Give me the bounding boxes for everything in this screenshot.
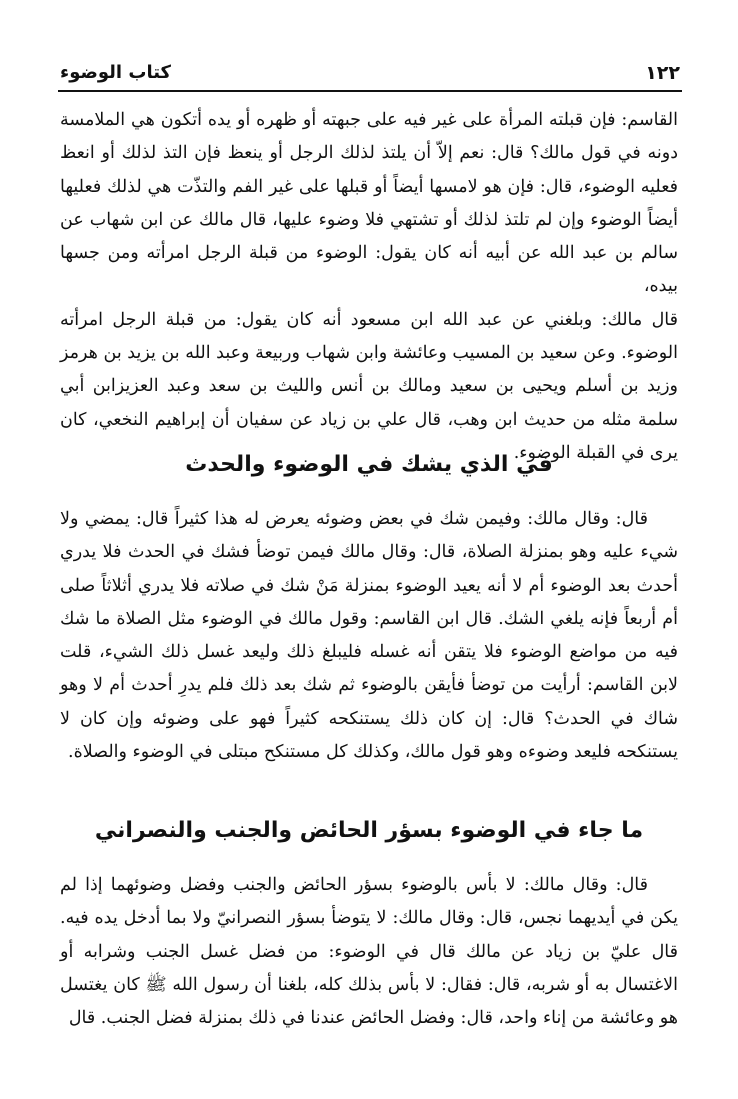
- section-heading: ما جاء في الوضوء بسؤر الحائض والجنب والنصراني: [94, 818, 644, 843]
- section-2-text: [60, 503, 678, 769]
- section-1-text: [60, 104, 678, 470]
- paragraph: قال مالك: وبلغني عن عبد الله ابن مسعود أنه كان يقول: من قبلة الرجل امرأته الوضوء. وعن سعيد بن المسيب وعائشة وابن شهاب وربيعة وعبد الله بن يزيد بن هرمز وزيد بن أسلم ويحيى بن سعيد ومالك بن أنس والليث بن سعد وعبد العزيزابن أبي سلمة مثله من حديث ابن وهب، قال علي بن زياد عن سفيان أن إبراهيم النخعي، كان يرى في القبلة الوضوء.: [60, 309, 678, 463]
- book-title: كتاب الوضوء: [60, 62, 172, 83]
- paragraph: قال: وقال مالك: لا بأس بالوضوء بسؤر الحائض والجنب وفضل وضوئهما إذا لم يكن في أيديهما نجس، قال: وقال مالك: لا يتوضأ بسؤر النصرانيّ ولا بما أدخل يده فيه. قال عليّ بن زياد عن مالك قال في الوضوء: من فضل غسل الجنب وشرابه أو الاغتسال به أو شربه، قال: فقال: لا بأس بذلك كله، بلغنا أن رسول الله ﷺ كان يغتسل هو وعائشة من إناء واحد، قال: وفضل الحائض عندنا في ذلك بمنزلة فضل الجنب. قال: [60, 875, 678, 1029]
- paragraph: القاسم: فإن قبلته المرأة على غير فيه على جبهته أو ظهره أو يده أتكون هي الملامسة دونه في قول مالك؟ قال: نعم إلاّ أن يلتذ لذلك الرجل أو ينعظ فإن التذ لذلك أو انعظ فعليه الوضوء، قال: فإن هو لامسها أيضاً أو قبلها على غير الفم والتذّت هي لذلك فعليها أيضاً الوضوء وإن لم تلتذ لذلك أو تشتهي فلا وضوء عليها، قال مالك عن ابن شهاب عن سالم بن عبد الله عن أبيه أنه كان يقول: الوضوء من قبلة الرجل امرأته ومن جسها بيده،: [60, 110, 678, 297]
- page-number: ١٢٢: [645, 62, 680, 84]
- section-3-text: [60, 869, 678, 1035]
- running-header: [58, 56, 682, 92]
- paragraph: قال: وقال مالك: وفيمن شك في بعض وضوئه يعرض له هذا كثيراً قال: يمضي ولا شيء عليه وهو بمنزلة الصلاة، قال: وقال مالك فيمن توضأ فشك في الحدث فلا يدري أحدث بعد الوضوء أم لا أنه يعيد الوضوء بمنزلة مَنْ شك في صلاته فلا يدري أثلاثاً صلى أم أربعاً فإنه يلغي الشك. قال ابن القاسم: وقول مالك في الوضوء مثل الصلاة ما شك فيه من مواضع الوضوء فلا يتقن أنه غسله فليبلغ ذلك وليعد غسل ذلك الشيء، قلت لابن القاسم: أرأيت من توضأ فأيقن بالوضوء ثم شك بعد ذلك فلم يدرِ أحدث أم لا وهو شاك في الحدث؟ قال: إن كان ذلك يستنكحه كثيراً فهو على وضوئه وإن كان لا يستنكحه فليعد وضوءه وهو قول مالك، وكذلك كل مستنكح مبتلى في الوضوء والصلاة.: [60, 509, 678, 763]
- section-heading: في الذي يشك في الوضوء والحدث: [185, 452, 553, 477]
